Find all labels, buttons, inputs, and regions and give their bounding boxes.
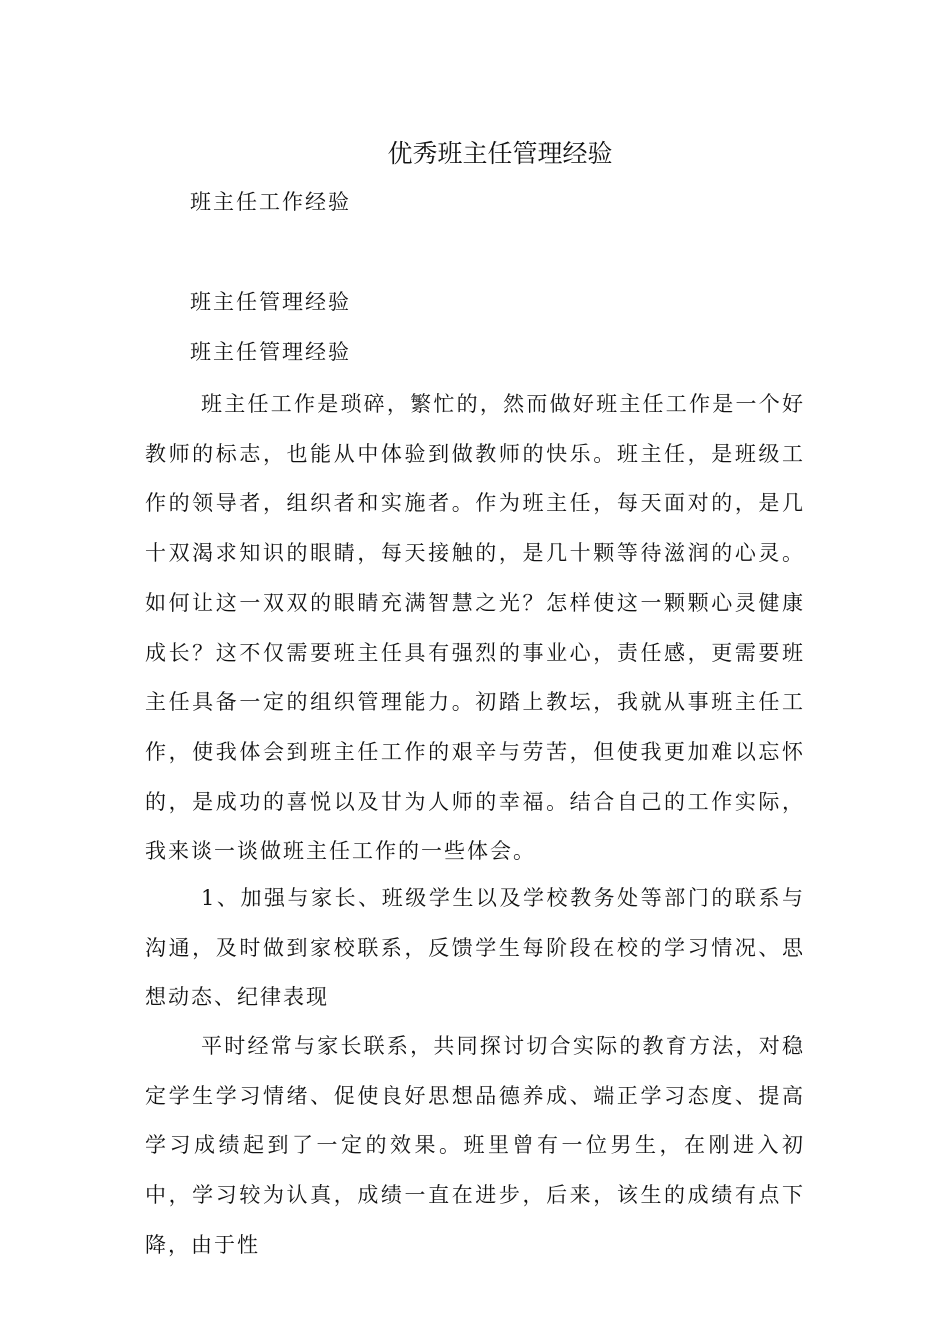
subheading-management-experience-repeat: 班主任管理经验 xyxy=(190,340,351,364)
document-title: 优秀班主任管理经验 xyxy=(387,139,613,168)
subheading-management-experience: 班主任管理经验 xyxy=(190,290,351,314)
paragraph-intro: 班主任工作是琐碎，繁忙的，然而做好班主任工作是一个好教师的标志，也能从中体验到做教师的快乐。班主任，是班级工作的领导者，组织者和实施者。作为班主任，每天面对的，是几十双渴求知识的眼睛，每天接触的，是几十颗等待滋润的心灵。如何让这一双双的眼睛充满智慧之光？怎样使这一颗颗心灵健康成长？这不仅需要班主任具有强烈的事业心，责任感，更需要班主任具备一定的组织管理能力。初踏上教坛，我就从事班主任工作，使我体会到班主任工作的艰辛与劳苦，但使我更加难以忘怀的，是成功的喜悦以及甘为人师的幸福。结合自己的工作实际，我来谈一谈做班主任工作的一些体会。 xyxy=(145,392,805,864)
subheading-work-experience: 班主任工作经验 xyxy=(190,190,351,214)
paragraph-parent-contact: 平时经常与家长联系，共同探讨切合实际的教育方法，对稳定学生学习情绪、促使良好思想品德养成、端正学习态度、提高学习成绩起到了一定的效果。班里曾有一位男生，在刚进入初中，学习较为认真，成绩一直在进步，后来，该生的成绩有点下降，由于性 xyxy=(145,1034,805,1257)
paragraph-point-1: 1、加强与家长、班级学生以及学校教务处等部门的联系与沟通，及时做到家校联系，反馈学生每阶段在校的学习情况、思想动态、纪律表现 xyxy=(145,886,805,1010)
